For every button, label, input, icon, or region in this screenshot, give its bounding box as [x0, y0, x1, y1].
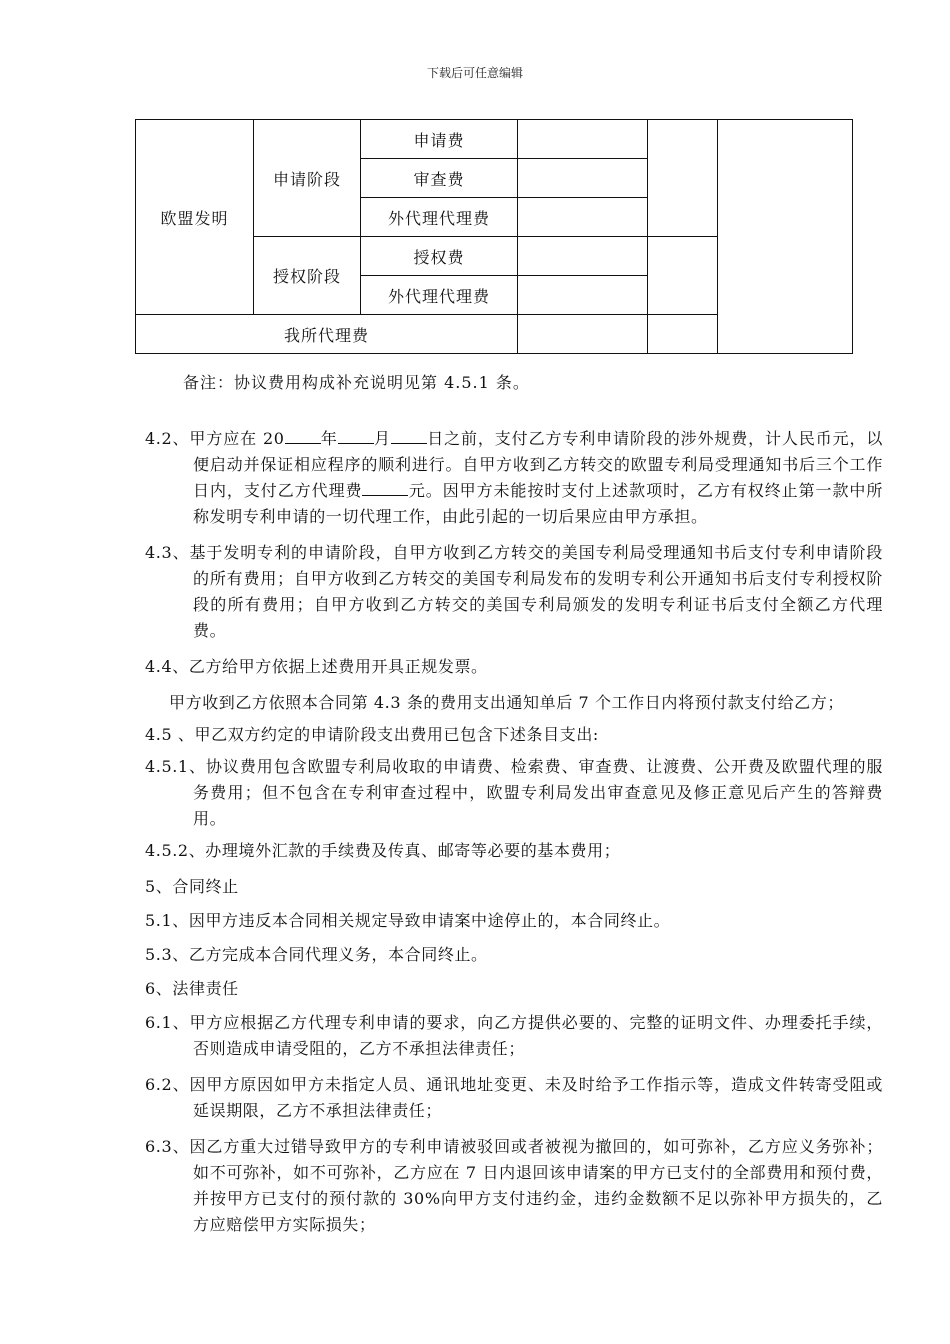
page-header-note: 下载后可任意编辑 — [426, 66, 523, 80]
clause-text: 日之前，支付乙方专利申请阶段的涉外规费，计人民币元，以便启动并保证相应程序的顺利进行。自甲方收到乙方转交的欧盟专利局受理通知书后三个工作日内，支付乙方代理费 — [193, 429, 883, 500]
fee-table — [135, 119, 853, 354]
fee-application: 申请费 — [361, 120, 518, 159]
blank-amount[interactable] — [362, 481, 408, 496]
fee-grant: 授权费 — [361, 237, 518, 276]
clause-6-1: 6.1、甲方应根据乙方代理专利申请的要求，向乙方提供必要的、完整的证明文件、办理委托手续，否则造成申请受阻的，乙方不承担法律责任； — [145, 1013, 883, 1058]
total-cell — [718, 120, 853, 354]
subtotal-cell — [648, 237, 718, 315]
amount-cell — [518, 276, 648, 315]
clause-6-3: 6.3、因乙方重大过错导致甲方的专利申请被驳回或者被视为撤回的，如可弥补，乙方应义务弥补；如不可弥补，如不可弥补，乙方应在 7 日内退回该申请案的甲方已支付的全部费用和预付费，并按甲方已支付的预付款的 30%向甲方支付违约金，违约金数额不足以弥补甲方损失的，乙方应赔偿甲方实际损失； — [145, 1137, 883, 1234]
clause-4-3: 4.3、基于发明专利的申请阶段，自甲方收到乙方转交的美国专利局受理通知书后支付专利申请阶段的所有费用；自甲方收到乙方转交的美国专利局发布的发明专利公开通知书后支付专利授权阶段的所有费用；自甲方收到乙方转交的美国专利局颁发的发明专利证书后支付全额乙方代理费。 — [145, 543, 883, 640]
blank-year[interactable] — [285, 429, 321, 444]
fee-our-agency: 我所代理费 — [136, 315, 518, 354]
clause-4-5-1: 4.5.1、协议费用包含欧盟专利局收取的申请费、检索费、审查费、让渡费、公开费及欧盟代理的服务费用；但不包含在专利审查过程中，欧盟专利局发出审查意见及修正意见后产生的答辩费用。 — [145, 757, 883, 828]
clause-4-4: 4.4、乙方给甲方依据上述费用开具正规发票。 — [145, 657, 488, 676]
clause-5-1: 5.1、因甲方违反本合同相关规定导致申请案中途停止的，本合同终止。 — [145, 911, 671, 930]
contract-body — [145, 426, 883, 1244]
clause-5-3: 5.3、乙方完成本合同代理义务，本合同终止。 — [145, 945, 488, 964]
blank-day[interactable] — [391, 429, 427, 444]
fee-examination: 审查费 — [361, 159, 518, 198]
row-label-eu-invention: 欧盟发明 — [136, 120, 254, 315]
clause-4-2 — [145, 426, 883, 530]
fee-foreign-agent: 外代理代理费 — [361, 198, 518, 237]
remark-note: 备注：协议费用构成补充说明见第 4.5.1 条。 — [183, 373, 530, 392]
clause-4-4-continued: 甲方收到乙方依照本合同第 4.3 条的费用支出通知单后 7 个工作日内将预付款支付给乙方； — [169, 693, 844, 712]
amount-cell — [518, 159, 648, 198]
subtotal-cell — [648, 315, 718, 354]
clause-4-5: 4.5 、甲乙双方约定的申请阶段支出费用已包含下述条目支出: — [145, 725, 599, 744]
amount-cell — [518, 198, 648, 237]
clause-text: 年 — [320, 429, 338, 448]
clause-4-5-2: 4.5.2、办理境外汇款的手续费及传真、邮寄等必要的基本费用； — [145, 841, 621, 860]
section-5-heading: 5、合同终止 — [145, 877, 239, 896]
section-6-heading: 6、法律责任 — [145, 979, 239, 998]
amount-cell — [518, 315, 648, 354]
amount-cell — [518, 120, 648, 159]
stage-grant: 授权阶段 — [254, 237, 361, 315]
clause-6-2: 6.2、因甲方原因如甲方未指定人员、通讯地址变更、未及时给予工作指示等，造成文件转寄受阻或延误期限，乙方不承担法律责任； — [145, 1075, 883, 1120]
table-row — [136, 120, 853, 159]
clause-text: 月 — [373, 429, 391, 448]
fee-foreign-agent: 外代理代理费 — [361, 276, 518, 315]
subtotal-cell — [648, 120, 718, 237]
clause-text: 元。因甲方未能按时支付上述款项时，乙方有权终止第一款中所称发明专利申请的一切代理工作，由此引起的一切后果应由甲方承担。 — [193, 481, 883, 526]
stage-application: 申请阶段 — [254, 120, 361, 237]
blank-month[interactable] — [338, 429, 374, 444]
clause-text: 4.2、甲方应在 20 — [145, 429, 285, 448]
amount-cell — [518, 237, 648, 276]
